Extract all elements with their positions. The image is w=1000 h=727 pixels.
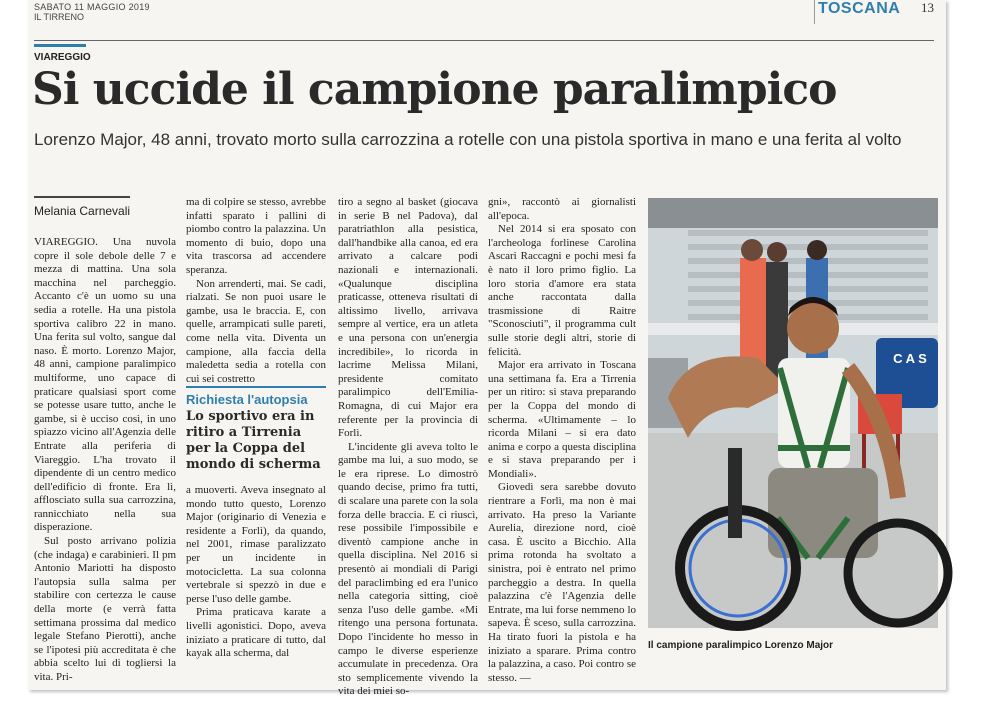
paragraph: VIAREGGIO. Una nuvola copre il sole debole delle 7 e mezza di mattina. Una sola macchina nel parcheggio. Accanto c'è un uomo su una sedia a rotelle. Ha una pistola sportiva calibro 22 in mano. Una ferita sul volto, sangue dal naso. È morto. Lorenzo Major, 48 anni, campione paralimpico multiforme, uno capace di praticare qualsiasi sport come se potesse usare tutto, anche le gambe, si è ucciso così, in uno spiazzo vicino all'Agenzia delle Entrate alla periferia di Viareggio. L'ha trovato il dipendente di un centro medico dell'edificio di fronte. Era lì, afflosciato sulla sua carrozzina, rannicchiato nella sua disperazione. — [34, 236, 176, 534]
paragraph: a muoverti. Aveva insegnato al mondo tutto questo, Lorenzo Major (originario di Venezia e residente a Forlì), da quando, nel 2001, rimase paralizzato per un incidente in motocicletta. La sua colonna vertebrale si spezzò in due e perse l'uso delle gambe. — [186, 484, 326, 605]
headline: Si uccide il campione paralimpico — [32, 64, 837, 115]
photo-caption: Il campione paralimpico Lorenzo Major — [648, 640, 834, 651]
paragraph: Giovedì sera sarebbe dovuto rientrare a Forlì, ma non è mai arrivato. Ha preso la Variante Aurelia, direzione nord, cioè casa. È uscito a Bicchio. Alla prima rotonda ha svoltato a sinistra, poi è entrato nel primo parcheggio a destra. In quella palazzina c'è l'Agenzia delle Entrate, ma lui forse nemmeno lo sapeva. È sceso, sulla carrozzina. Ha tirato fuori la pistola e ha iniziato a sparare. Prima contro la palazzina, a caso. Poi contro se stesso. — — [488, 481, 636, 684]
highlight-box — [186, 386, 326, 473]
byline-rule — [34, 196, 130, 198]
paragraph: Nel 2014 si era sposato con l'archeologa forlinese Carolina Ascari Raccagni e pochi mesi fa è nato il loro primo figlio. La loro storia d'amore era stata anche raccontata dalla trasmissione di Raitre "Sconosciuti", il programma cult sulle storie degli altri, storie di felicità. — [488, 223, 636, 358]
newspaper-page — [28, 0, 946, 698]
athlete-photo — [648, 198, 938, 628]
paragraph: ma di colpire se stesso, avrebbe infatti sparato i pallini di piombo contro la palazzina. Un momento di buio, dopo una vita trascorsa ad accendere speranza. — [186, 196, 326, 276]
newspaper-name: IL TIRRENO — [34, 12, 85, 22]
subheadline: Lorenzo Major, 48 anni, trovato morto sulla carrozzina a rotelle con una pistola sportiva in mano e una ferita al volto — [34, 130, 902, 149]
paragraph: L'incidente gli aveva tolto le gambe ma lui, a suo modo, se le era riprese. Lo dimostrò quando decise, primo fra tutti, di scalare una parete con la sola forza delle braccia. E ci riuscì, rese possibile l'impossibile e diventò campione anche in quella disciplina. Nel 2016 si presentò ai mondiali di Parigi del paraclimbing ed era l'unico nella categoria sitting, cioè senza l'uso delle gambe. «Mi ritengo una persona fortunata. Dopo l'incidente ho messo in campo le diverse esperienze accumulate in precedenza. Ora sto semplicemente vivendo la vita dei miei so- — [338, 440, 478, 698]
athlete-photo-illustration — [648, 198, 938, 628]
article-column-3 — [338, 196, 478, 699]
paragraph: tiro a segno al basket (giocava in serie B nel Padova), dal paratriathlon alla pesistica, dall'handbike alla canoa, ed era arrivato a calcare podi nazionali e internazionali. «Qualunque disciplina praticasse, otteneva risultati di altissimo livello, arrivava sempre al vertice, era un atleta e una persona con un'energia incredibile», lo ricorda in lacrime Melissa Milani, presidente comitato paralimpico dell'Emilia-Romagna, di cui Major era referente per la provincia di Forlì. — [338, 196, 478, 440]
page-number: 13 — [921, 0, 934, 15]
kicker-bar — [34, 44, 86, 47]
article-column-2 — [186, 196, 326, 386]
paragraph: Prima praticava karate a livelli agonistici. Dopo, aveva iniziato a praticare di tutto, dal kayak alla scherma, dal — [186, 606, 326, 660]
header-separator — [814, 0, 815, 24]
article-column-1 — [34, 236, 176, 685]
background-sign-text: C A S — [893, 351, 927, 366]
issue-date: SABATO 11 MAGGIO 2019 — [34, 2, 150, 12]
paragraph: gni», raccontò ai giornalisti all'epoca. — [488, 196, 636, 222]
top-rule — [34, 40, 934, 41]
highlight-body: Lo sportivo era in ritiro a Tirrenia per la Coppa del mondo di scherma — [186, 409, 321, 472]
byline: Melania Carnevali — [34, 204, 131, 218]
article-column-4 — [488, 196, 636, 685]
paragraph: Non arrenderti, mai. Se cadi, rialzati. Se non puoi usare le gambe, usa le braccia. E, con quelle, arrampicati sulle pareti, come nella vita. Diventa un campione, alla faccia della maledetta sedia a rotella con cui sei costretto — [186, 277, 326, 385]
highlight-title: Richiesta l'autopsia — [186, 392, 308, 407]
paragraph: Major era arrivato in Toscana una settimana fa. Era a Tirrenia per un ritiro: si stava preparando per la Coppa del mondo di scherma. «Ultimamente – lo ricorda Milani – si era dato anima e corpo a questa disciplina e si stava preparando per i Mondiali». — [488, 359, 636, 480]
article-column-2-continued — [186, 484, 326, 661]
section-name: TOSCANA — [818, 0, 901, 17]
kicker: VIAREGGIO — [34, 52, 91, 63]
paragraph: Sul posto arrivano polizia (che indaga) e carabinieri. Il pm Antonio Mariotti ha disposto l'autopsia sulla salma per stabilire con certezza le cause della morte (e verrà fatta settimana prossima dal medico legale Stefano Pierotti), anche se l'ipotesi più accreditata è che abbia scelto lui di togliersi la vita. Pri- — [34, 535, 176, 683]
